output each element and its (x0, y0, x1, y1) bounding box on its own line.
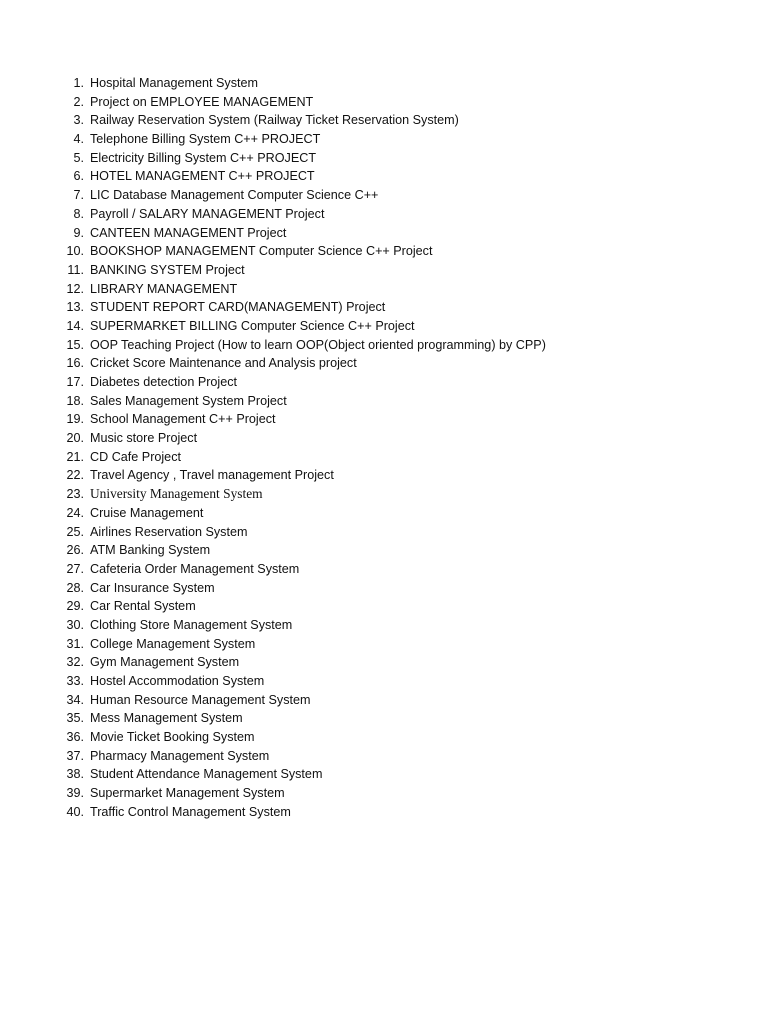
item-text: Traffic Control Management System (90, 804, 291, 819)
item-text: Diabetes detection Project (90, 375, 238, 389)
item-number: 31. (66, 636, 84, 651)
item-number: 36. (66, 730, 84, 745)
item-text: HOTEL MANAGEMENT C++ PROJECT (90, 169, 315, 184)
item-text: BANKING SYSTEM Project (90, 262, 245, 277)
item-text: ATM Banking System (90, 543, 211, 558)
item-text: Project on EMPLOYEE MANAGEMENT (90, 94, 314, 109)
item-number: 32. (66, 655, 84, 670)
item-text: Movie Ticket Booking System (90, 730, 255, 745)
item-text: Cruise Management (90, 505, 204, 520)
item-number: 14. (66, 318, 84, 333)
item-text: College Management System (90, 636, 256, 651)
item-text: Supermarket Management System (90, 786, 285, 801)
item-number: 13. (66, 300, 84, 315)
item-text: Hostel Accommodation System (90, 674, 265, 688)
item-number: 6. (73, 169, 84, 184)
item-number: 9. (73, 225, 84, 240)
item-text: Student Attendance Management System (90, 767, 323, 782)
item-number: 25. (66, 524, 84, 539)
item-number: 4. (73, 132, 84, 147)
item-number: 23. (66, 487, 84, 502)
item-number: 29. (66, 599, 84, 614)
item-text: CANTEEN MANAGEMENT Project (90, 225, 287, 240)
item-text: Pharmacy Management System (90, 748, 270, 763)
item-number: 30. (66, 617, 84, 632)
item-text: Car Insurance System (90, 580, 215, 595)
item-text: BOOKSHOP MANAGEMENT Computer Science C++ Project (90, 244, 433, 259)
item-number: 5. (73, 150, 84, 165)
item-number: 7. (73, 188, 84, 203)
item-text: Railway Reservation System (Railway Ticket Reservation System) (90, 113, 459, 128)
item-number: 3. (73, 113, 84, 128)
item-text: Cricket Score Maintenance and Analysis project (90, 356, 357, 371)
item-text: Hospital Management System (90, 76, 258, 90)
item-number: 34. (66, 692, 84, 707)
item-number: 12. (66, 281, 84, 296)
item-number: 28. (66, 580, 84, 595)
item-text: Telephone Billing System C++ PROJECT (90, 132, 321, 147)
item-text: LIC Database Management Computer Science C++ (90, 188, 379, 203)
item-number: 11. (67, 262, 84, 277)
item-text: Airlines Reservation System (90, 524, 248, 539)
item-text: Car Rental System (90, 599, 196, 614)
item-number: 16. (66, 356, 84, 371)
item-number: 15. (66, 337, 84, 352)
item-text: OOP Teaching Project (How to learn OOP(Object oriented programming) by CPP) (90, 337, 546, 352)
item-number: 8. (73, 206, 84, 221)
item-number: 22. (66, 468, 84, 483)
item-number: 1. (73, 76, 84, 90)
item-text: University Management System (90, 486, 263, 502)
item-text: Gym Management System (90, 655, 240, 670)
item-text: SUPERMARKET BILLING Computer Science C++ Project (90, 318, 415, 333)
item-text: Sales Management System Project (90, 393, 287, 408)
item-number: 40. (66, 804, 84, 819)
item-number: 37. (66, 748, 84, 763)
item-number: 20. (66, 431, 84, 446)
item-number: 27. (66, 561, 84, 576)
item-text: Music store Project (90, 431, 198, 446)
item-number: 35. (66, 711, 84, 726)
item-number: 18. (66, 393, 84, 408)
item-text: LIBRARY MANAGEMENT (90, 281, 238, 296)
item-text: Human Resource Management System (90, 692, 311, 707)
item-number: 38. (66, 767, 84, 782)
item-number: 21. (66, 449, 84, 464)
item-number: 17. (66, 375, 84, 389)
item-number: 26. (66, 543, 84, 558)
item-text: Mess Management System (90, 711, 243, 726)
item-number: 39. (66, 786, 84, 801)
item-text: CD Cafe Project (90, 449, 181, 464)
item-text: Electricity Billing System C++ PROJECT (90, 150, 317, 165)
item-number: 2. (73, 94, 84, 109)
item-number: 33. (66, 674, 84, 688)
item-number: 10. (66, 244, 84, 259)
item-text: Payroll / SALARY MANAGEMENT Project (90, 206, 325, 221)
item-text: School Management C++ Project (90, 412, 276, 427)
item-number: 24. (66, 505, 84, 520)
item-text: STUDENT REPORT CARD(MANAGEMENT) Project (90, 300, 386, 315)
item-text: Travel Agency , Travel management Project (90, 468, 334, 483)
item-text: Cafeteria Order Management System (90, 561, 300, 576)
item-number: 19. (66, 412, 84, 427)
item-text: Clothing Store Management System (90, 617, 293, 632)
